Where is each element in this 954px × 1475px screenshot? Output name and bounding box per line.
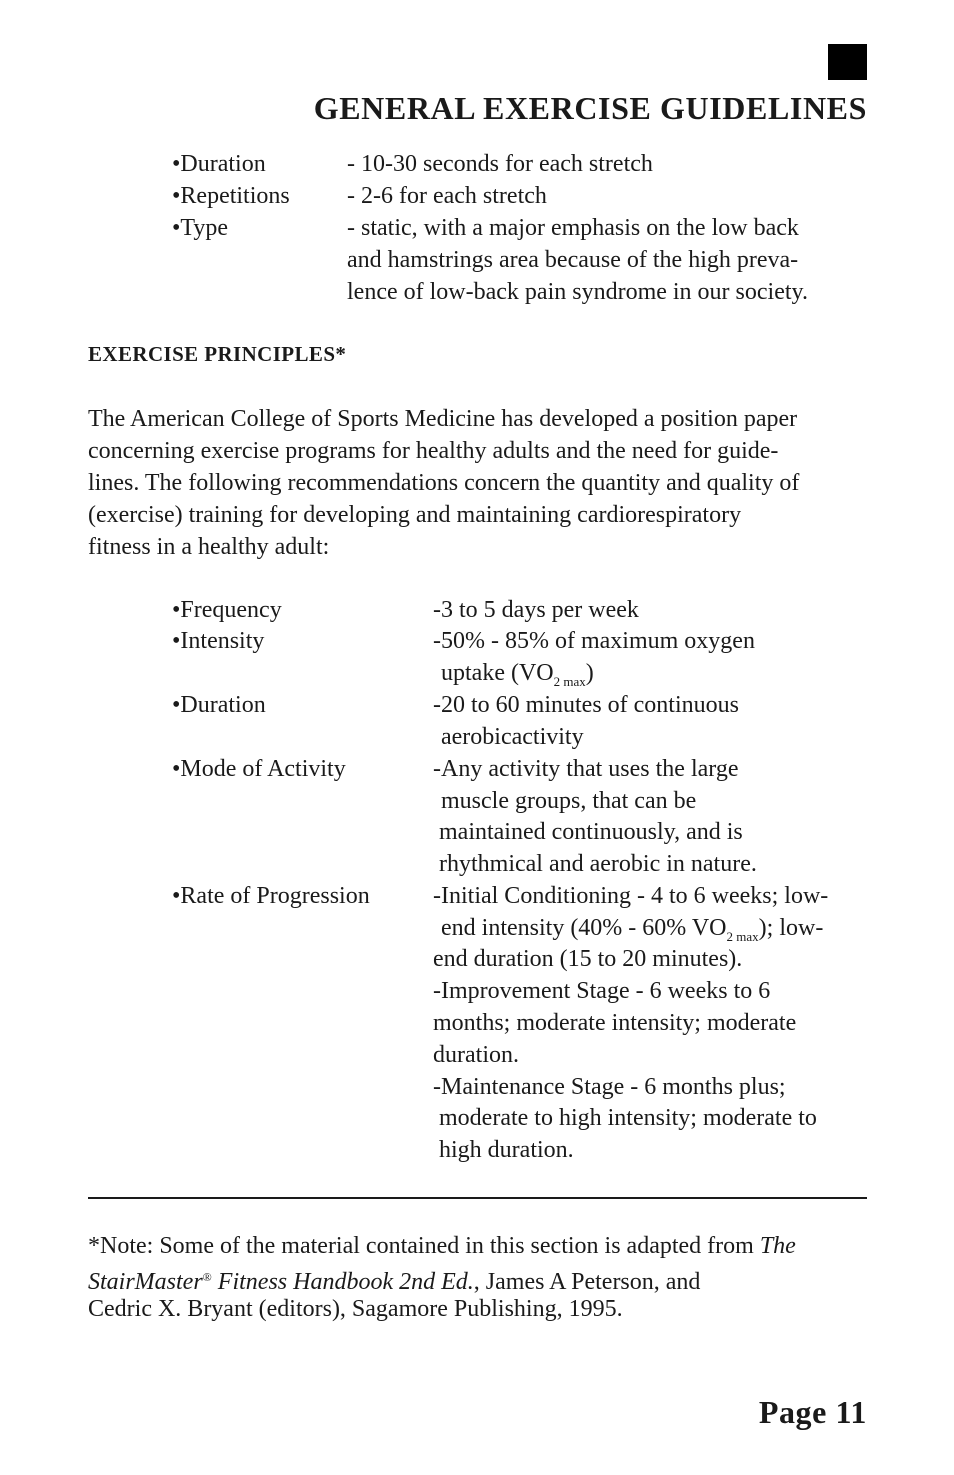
stretch-repetitions-value: - 2-6 for each stretch <box>347 183 547 209</box>
stretch-duration-value: - 10-30 seconds for each stretch <box>347 151 653 177</box>
progression-value: high duration. <box>439 1137 574 1163</box>
vo2-subscript: 2 max <box>553 674 586 689</box>
footnote-text: *Note: Some of the material contained in this section is adapted from <box>88 1233 760 1259</box>
stretch-duration-label: •Duration <box>172 151 266 177</box>
footnote-line1 <box>88 1230 796 1262</box>
mode-value: muscle groups, that can be <box>441 788 697 814</box>
footnote-italic: StairMaster <box>88 1269 203 1295</box>
mode-value: -Any activity that uses the large <box>433 756 739 782</box>
mode-value: maintained continuously, and is <box>439 819 743 845</box>
footnote-divider <box>88 1197 867 1199</box>
duration-value: -20 to 60 minutes of continuous <box>433 692 739 718</box>
vo2-subscript: 2 max <box>726 929 759 944</box>
duration-value-line2: aerobicactivity <box>441 724 584 750</box>
intro-paragraph-line: fitness in a healthy adult: <box>88 534 330 560</box>
registered-mark: ® <box>202 1270 212 1284</box>
intensity-value: -50% - 85% of maximum oxygen <box>433 628 755 654</box>
vo2-close: ) <box>585 660 594 686</box>
progression-value: months; moderate intensity; moderate <box>433 1010 797 1036</box>
progression-value: duration. <box>433 1042 519 1068</box>
vo2-text: end intensity (40% - 60% VO <box>441 915 727 941</box>
progression-value: -Initial Conditioning - 4 to 6 weeks; low- <box>433 883 829 909</box>
intensity-label: •Intensity <box>172 628 265 654</box>
duration-label: •Duration <box>172 692 266 718</box>
page-title: GENERAL EXERCISE GUIDELINES <box>313 90 867 126</box>
progression-value: end duration (15 to 20 minutes). <box>433 946 743 972</box>
stretch-type-line: lence of low-back pain syndrome in our society. <box>347 279 808 305</box>
stretch-repetitions-label: •Repetitions <box>172 183 290 209</box>
footnote-line3: Cedric X. Bryant (editors), Sagamore Publishing, 1995. <box>88 1296 623 1322</box>
page-number: Page 11 <box>758 1394 867 1430</box>
stretch-type-line: - static, with a major emphasis on the low back <box>347 215 799 241</box>
section-heading: EXERCISE PRINCIPLES* <box>88 342 347 366</box>
progression-value: moderate to high intensity; moderate to <box>439 1105 817 1131</box>
progression-value: -Improvement Stage - 6 weeks to 6 <box>433 978 771 1004</box>
progression-label: •Rate of Progression <box>172 883 370 909</box>
intro-paragraph-line: The American College of Sports Medicine has developed a position paper <box>88 406 798 432</box>
mode-value: rhythmical and aerobic in nature. <box>439 851 757 877</box>
footnote-text: , James A Peterson, and <box>473 1269 701 1295</box>
frequency-value: -3 to 5 days per week <box>433 597 639 623</box>
frequency-label: •Frequency <box>172 597 282 623</box>
vo2-text: uptake (VO <box>441 660 554 686</box>
halftone-banner <box>88 44 867 80</box>
mode-label: •Mode of Activity <box>172 756 346 782</box>
stretch-type-line: and hamstrings area because of the high preva- <box>347 247 799 273</box>
vo2-close: ); low- <box>758 915 824 941</box>
intro-paragraph-line: (exercise) training for developing and maintaining cardiorespiratory <box>88 502 742 528</box>
stretch-type-label: •Type <box>172 215 229 241</box>
footnote-italic: The <box>759 1233 796 1259</box>
intro-paragraph-line: concerning exercise programs for healthy adults and the need for guide- <box>88 438 779 464</box>
intro-paragraph-line: lines. The following recommendations concern the quantity and quality of <box>88 470 800 496</box>
footnote-italic: Fitness Handbook 2nd Ed. <box>211 1269 474 1295</box>
progression-value: -Maintenance Stage - 6 months plus; <box>433 1074 786 1100</box>
